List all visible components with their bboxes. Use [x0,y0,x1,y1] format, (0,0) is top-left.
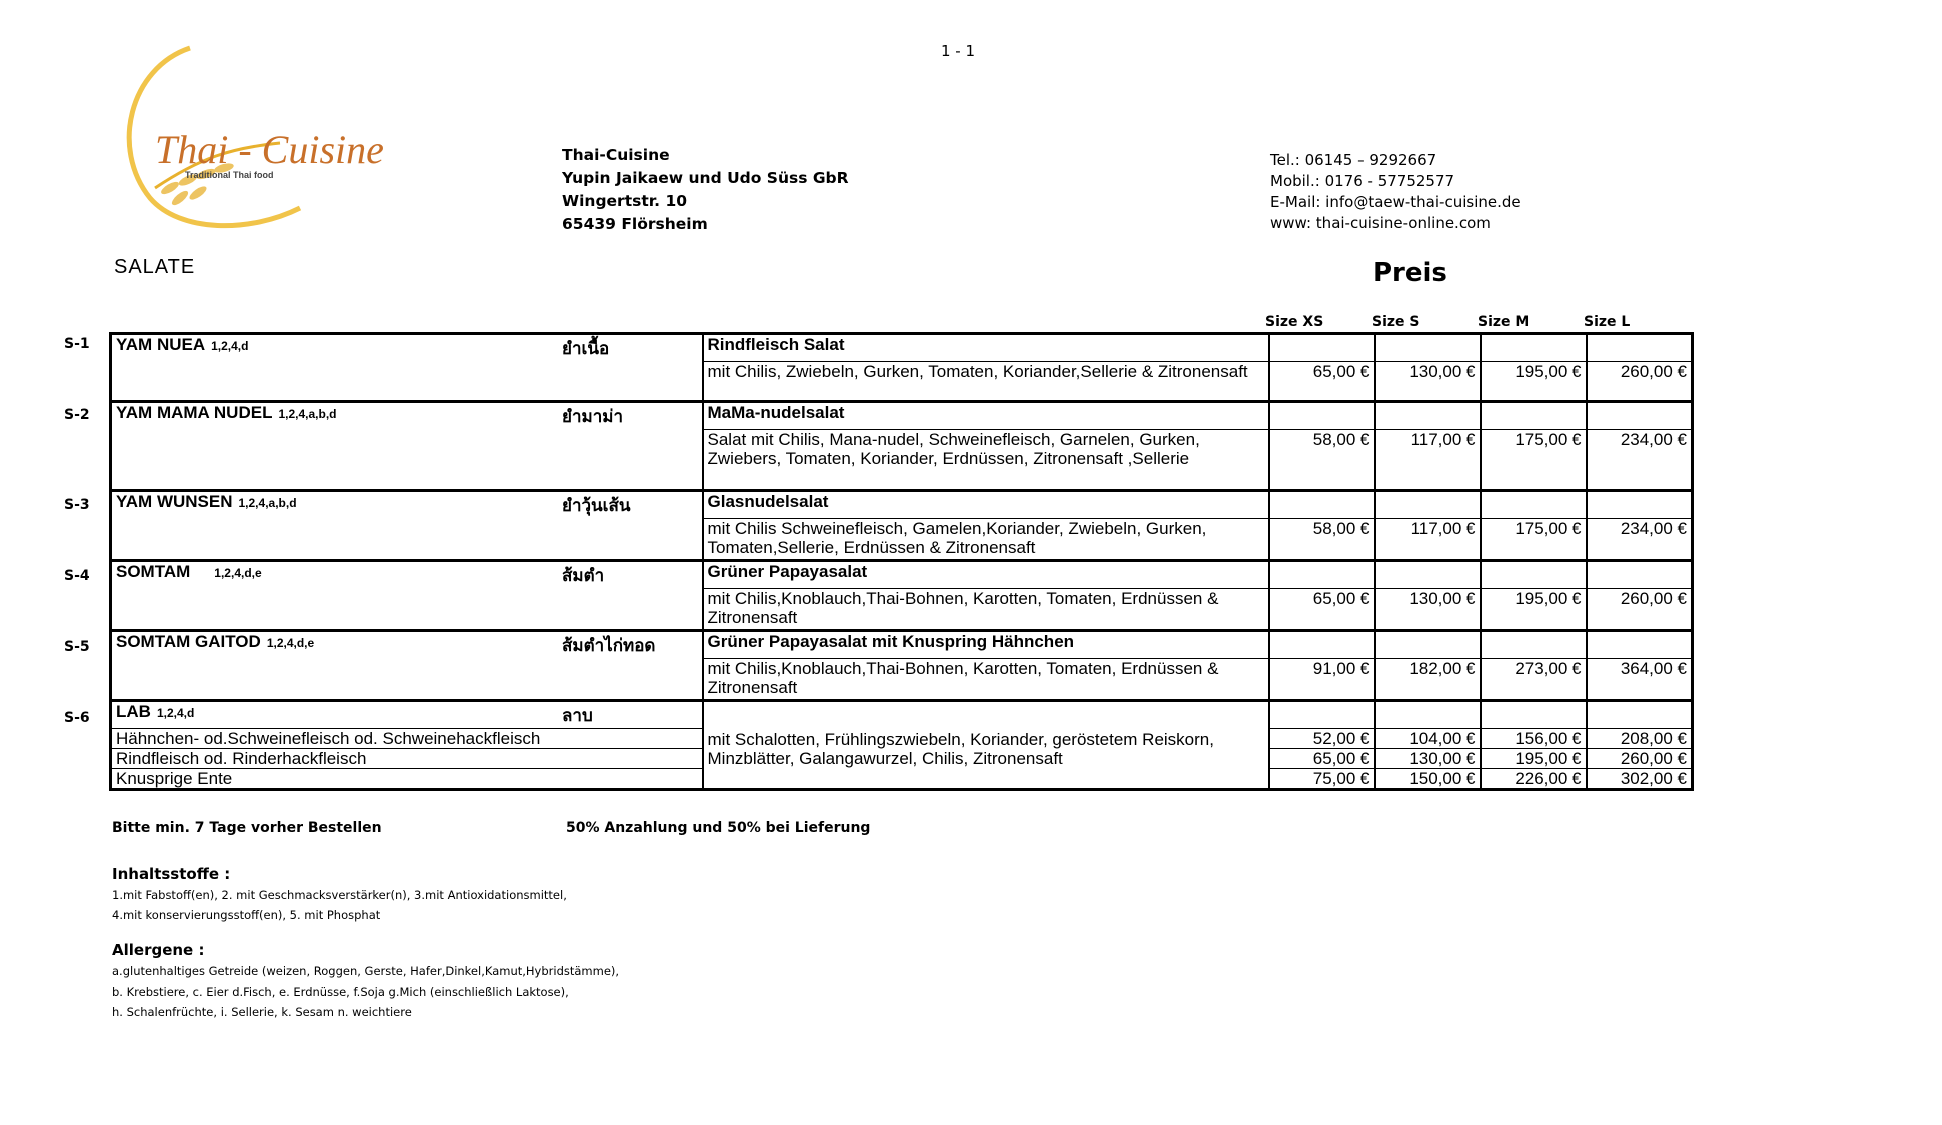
price-s: 130,00 € [1375,749,1481,769]
ingredients-line: 1.mit Fabstoff(en), 2. mit Geschmacksverstärker(n), 3.mit Antioxidationsmittel, [112,888,567,902]
dish-description: mit Chilis,Knoblauch,Thai-Bohnen, Karotten, Tomaten, Erdnüssen & Zitronensaft [703,659,1269,701]
table-row [111,491,1693,519]
price-xs: 65,00 € [1269,749,1375,769]
order-note: Bitte min. 7 Tage vorher Bestellen [112,820,382,836]
price-xs: 52,00 € [1269,729,1375,749]
svg-text:Thai - Cuisine: Thai - Cuisine [155,127,384,172]
additive-codes: 1,2,4,d,e [266,636,315,650]
menu-table [109,332,1694,791]
allergens-line: a.glutenhaltiges Getreide (weizen, Roggen, Gerste, Hafer,Dinkel,Kamut,Hybridstämme), [112,964,620,978]
item-code: S-1 [64,336,90,352]
price-s: 182,00 € [1375,659,1481,701]
price-l: 260,00 € [1587,362,1693,402]
dish-title: Grüner Papayasalat [703,561,1269,589]
price-s: 117,00 € [1375,430,1481,491]
dish-name-cell [111,402,703,491]
price-xs: 58,00 € [1269,519,1375,561]
dish-name-cell [111,491,703,561]
size-header-xs: Size XS [1265,314,1324,330]
price-title: Preis [1373,258,1447,288]
price-l: 234,00 € [1587,519,1693,561]
variant-label: Rindfleisch od. Rinderhackfleisch [111,749,703,769]
item-code: S-3 [64,497,90,513]
dish-name-cell [111,701,703,729]
price-l: 260,00 € [1587,589,1693,631]
dish-name: SOMTAM [116,562,191,581]
additive-codes: 1,2,4,d,e [214,566,262,580]
thai-name: ส้มตำ [562,566,605,585]
dish-title: Glasnudelsalat [703,491,1269,519]
dish-description: mit Chilis Schweinefleisch, Gamelen,Koriander, Zwiebeln, Gurken, Tomaten,Sellerie, Erdnüssen & Zitronensaft [703,519,1269,561]
variant-label: Hähnchen- od.Schweinefleisch od. Schweinehackfleisch [111,729,703,749]
price-m: 175,00 € [1481,519,1587,561]
payment-note: 50% Anzahlung und 50% bei Lieferung [566,820,871,836]
price-l: 260,00 € [1587,749,1693,769]
dish-name: LAB [116,702,151,721]
price-s: 117,00 € [1375,519,1481,561]
ingredients-title: Inhaltsstoffe : [112,865,231,883]
price-xs: 75,00 € [1269,769,1375,790]
table-row [111,561,1693,589]
dish-title: Rindfleisch Salat [703,334,1269,362]
price-l: 208,00 € [1587,729,1693,749]
dish-name-cell [111,334,703,402]
table-row [111,334,1693,362]
table-row [111,631,1693,659]
price-xs: 58,00 € [1269,430,1375,491]
ingredients-line: 4.mit konservierungsstoff(en), 5. mit Phosphat [112,908,381,922]
price-m: 195,00 € [1481,362,1587,402]
dish-description: Salat mit Chilis, Mana-nudel, Schweinefleisch, Garnelen, Gurken, Zwiebers, Tomaten, Koriander, Erdnüssen, Zitronensaft ,Sellerie [703,430,1269,491]
additive-codes: 1,2,4,a,b,d [238,496,297,510]
thai-name: ลาบ [562,706,593,725]
price-m: 195,00 € [1481,589,1587,631]
company-owners: Yupin Jaikaew und Udo Süss GbR [562,169,849,187]
company-address [562,144,849,236]
contact-tel: Tel.: 06145 – 9292667 [1270,151,1437,169]
company-name: Thai-Cuisine [562,146,670,164]
size-header-m: Size M [1478,314,1530,330]
dish-title: MaMa-nudelsalat [703,402,1269,430]
variant-label: Knusprige Ente [111,769,703,790]
contact-website: www: thai-cuisine-online.com [1270,214,1491,232]
contact-mobile: Mobil.: 0176 - 57752577 [1270,172,1455,190]
price-s: 150,00 € [1375,769,1481,790]
additive-codes: 1,2,4,d [156,706,195,720]
allergens-line: b. Krebstiere, c. Eier d.Fisch, e. Erdnüsse, f.Soja g.Mich (einschließlich Laktose), [112,985,569,999]
thai-cuisine-logo [110,38,430,233]
page-number: 1 - 1 [941,42,976,60]
size-header-l: Size L [1584,314,1631,330]
dish-description: mit Chilis,Knoblauch,Thai-Bohnen, Karotten, Tomaten, Erdnüssen & Zitronensaft [703,589,1269,631]
table-row [111,402,1693,430]
company-street: Wingertstr. 10 [562,192,688,210]
thai-name: ส้มตำไก่ทอด [562,636,656,655]
section-title: SALATE [114,256,196,278]
dish-description: mit Schalotten, Frühlingszwiebeln, Koriander, geröstetem Reiskorn, Minzblätter, Galangawurzel, Chilis, Zitronensaft [703,701,1269,790]
price-s: 104,00 € [1375,729,1481,749]
price-m: 156,00 € [1481,729,1587,749]
item-code: S-6 [64,710,90,726]
thai-name: ยำเนื้อ [562,339,610,358]
price-m: 195,00 € [1481,749,1587,769]
dish-name: SOMTAM GAITOD [116,632,261,651]
item-code: S-4 [64,568,90,584]
dish-name: YAM MAMA NUDEL [116,403,273,422]
dish-title: Grüner Papayasalat mit Knuspring Hähnchen [703,631,1269,659]
table-row [111,701,1693,729]
additive-codes: 1,2,4,a,b,d [278,407,337,421]
price-m: 273,00 € [1481,659,1587,701]
item-code: S-5 [64,639,90,655]
price-m: 226,00 € [1481,769,1587,790]
price-l: 234,00 € [1587,430,1693,491]
dish-name-cell [111,631,703,701]
allergens-title: Allergene : [112,941,205,959]
contact-email: E-Mail: info@taew-thai-cuisine.de [1270,193,1521,211]
price-xs: 65,00 € [1269,362,1375,402]
price-xs: 91,00 € [1269,659,1375,701]
price-xs: 65,00 € [1269,589,1375,631]
price-l: 364,00 € [1587,659,1693,701]
item-code: S-2 [64,407,90,423]
price-l: 302,00 € [1587,769,1693,790]
price-s: 130,00 € [1375,589,1481,631]
allergens-line: h. Schalenfrüchte, i. Sellerie, k. Sesam n. weichtiere [112,1005,412,1019]
dish-description: mit Chilis, Zwiebeln, Gurken, Tomaten, Koriander,Sellerie & Zitronensaft [703,362,1269,402]
dish-name-cell [111,561,703,631]
price-s: 130,00 € [1375,362,1481,402]
svg-text:Traditional Thai food: Traditional Thai food [185,170,274,180]
dish-name: YAM NUEA [116,335,206,354]
size-header-s: Size S [1372,314,1420,330]
thai-name: ยำวุ้นเส้น [562,496,631,515]
price-m: 175,00 € [1481,430,1587,491]
dish-name: YAM WUNSEN [116,492,233,511]
additive-codes: 1,2,4,d [211,339,249,353]
thai-name: ยำมาม่า [562,407,624,426]
company-city: 65439 Flörsheim [562,215,708,233]
contact-info [1270,150,1521,234]
